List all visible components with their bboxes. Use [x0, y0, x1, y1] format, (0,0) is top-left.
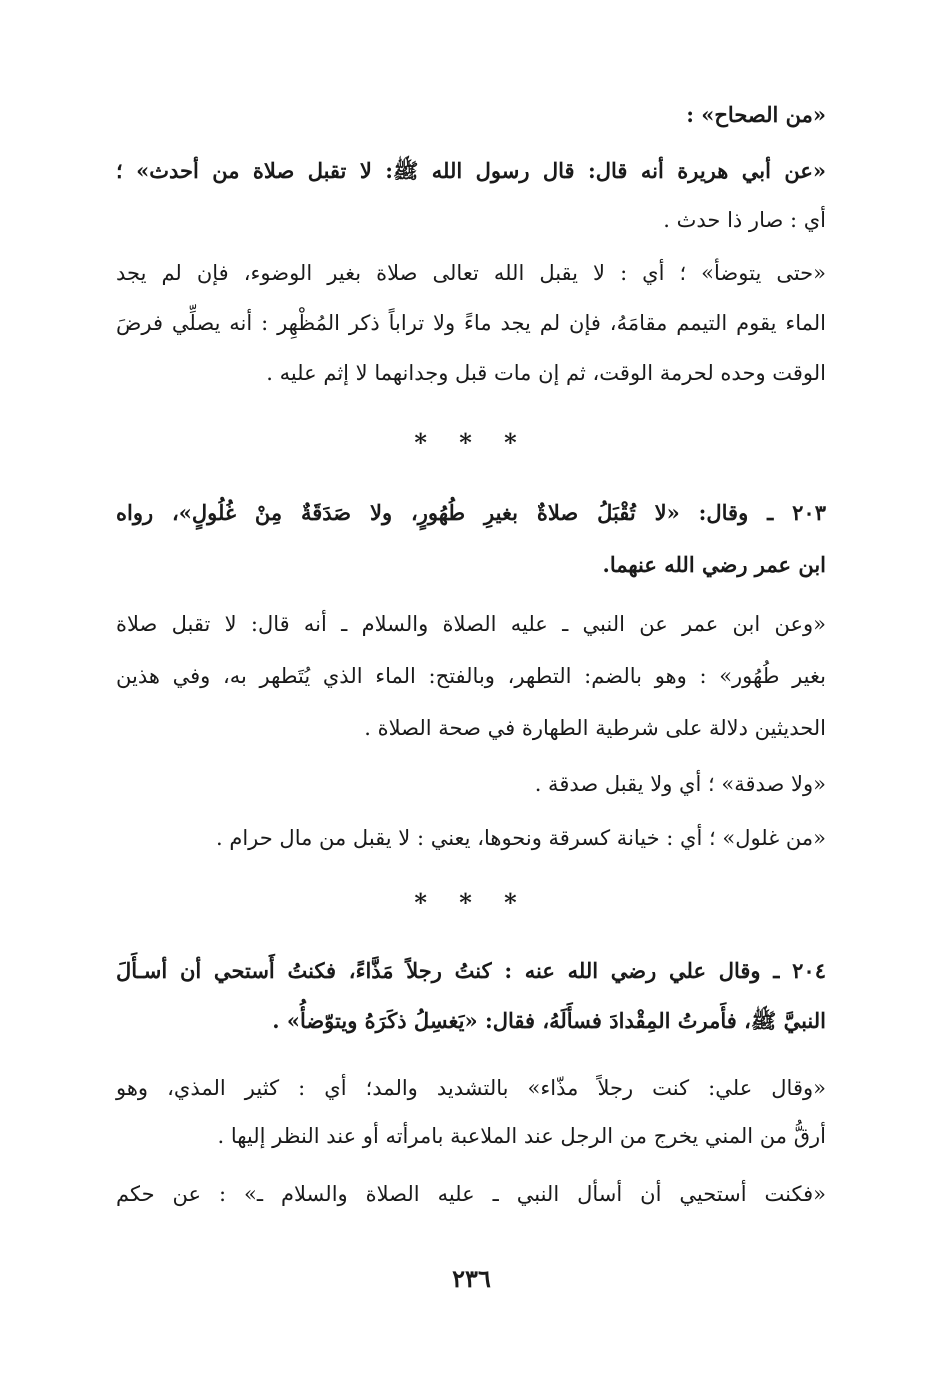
text-line: الوقت وحده لحرمة الوقت، ثم إن مات قبل وجدانهما لا إثم عليه .: [266, 361, 826, 385]
paragraph-hadith-203: [116, 502, 826, 580]
paragraph-no-sadaqa: [116, 774, 826, 800]
text-line: ٢٠٣ ـ وقال: «لا تُقْبَلُ صلاةٌ بغيرِ طُهُورٍ، ولا صَدَقَةٌ مِنْ غُلُولٍ»، رواه: [116, 500, 826, 525]
paragraph-hadith-204: [116, 960, 826, 1036]
text-line: الماء يقوم التيمم مقامَهُ، فإن لم يجد ماءً ولا تراباً ذكر المُظْهِر : أنه يصلِّي فرضَ: [116, 311, 826, 335]
text-line: ابن عمر رضي الله عنهما.: [602, 552, 826, 577]
text-line: «من غلول» ؛ أي : خيانة كسرقة ونحوها، يعني : لا يقبل من مال حرام .: [216, 826, 826, 850]
page-number: ٢٣٦: [452, 1264, 491, 1293]
paragraph-commentary-madhy: [116, 1078, 826, 1152]
text-line: «من الصحاح» :: [686, 102, 826, 127]
section-separator: * * *: [414, 888, 529, 917]
paragraph-hadith-202: [116, 160, 826, 236]
text-line: «وقال علي: كنت رجلاً مذّاء» بالتشديد والمد؛ أي : كثير المذي، وهو: [116, 1076, 826, 1100]
paragraph-commentary-wudu: [116, 263, 826, 389]
text-line: الحديثين دلالة على شرطية الطهارة في صحة الصلاة .: [364, 716, 826, 740]
text-line: أرقُّ من المني يخرج من الرجل عند الملاعبة بامرأته أو عند النظر إليها .: [217, 1124, 826, 1148]
text-line: النبيَّ ﷺ، فأَمرتُ المِقْدادَ فسأَلَهُ، فقال: «يَغسِلُ ذكَرَهُ ويتوّضأُ» .: [272, 1008, 826, 1033]
paragraph-ghulul: [116, 828, 826, 854]
text-line: «ولا صدقة» ؛ أي ولا يقبل صدقة .: [534, 772, 826, 796]
section-separator: * * *: [414, 428, 529, 457]
paragraph-commentary-203: [116, 614, 826, 744]
paragraph-commentary-istihya: [116, 1184, 826, 1210]
heading-from-sahih: [116, 104, 826, 130]
text-line: «عن أبي هريرة أنه قال: قال رسول الله ﷺ: لا تقبل صلاة من أحدث» ؛: [116, 158, 826, 183]
text-line: أي : صار ذا حدث .: [663, 208, 826, 232]
text-line: «وعن ابن عمر عن النبي ـ عليه الصلاة والسلام ـ أنه قال: لا تقبل صلاة: [116, 612, 826, 636]
text-line: بغير طُهُور» : وهو بالضم: التطهر، وبالفتح: الماء الذي يُتَطهر به، وفي هذين: [116, 664, 826, 688]
text-line: ٢٠٤ ـ وقال علي رضي الله عنه : كنتُ رجلاً مَذَّاءً، فكنتُ أَستحي أن أسـأَلَ: [116, 958, 826, 983]
text-line: «فكنت أستحيي أن أسأل النبي ـ عليه الصلاة والسلام ـ» : عن حكم: [116, 1182, 826, 1206]
text-line: «حتى يتوضأ» ؛ أي : لا يقبل الله تعالى صلاة بغير الوضوء، فإن لم يجد: [116, 261, 826, 285]
